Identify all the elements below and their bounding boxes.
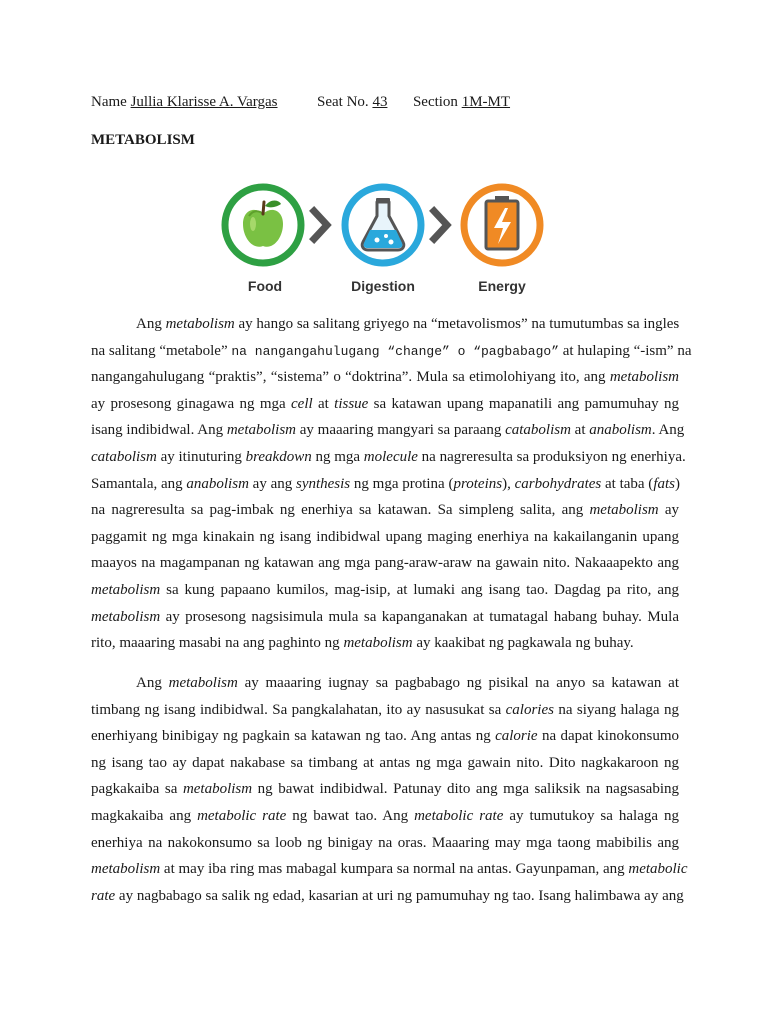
text-line [91, 471, 679, 498]
name-label: Name [91, 94, 127, 110]
emphasized-term: breakdown [245, 448, 312, 465]
text-segment: sa kung papaano kumilos, mag-isip, at lumaki ang isang tao. Dagdag pa rito, ang [160, 581, 679, 598]
text-line [91, 670, 679, 697]
text-segment: ay hango sa salitang griyego na “metavolismos” na tumutumbas sa ingles [234, 316, 680, 332]
emphasized-term: catabolism [91, 448, 157, 465]
text-segment: Ang [136, 675, 169, 691]
process-diagram [215, 170, 551, 280]
text-segment: ay kaakibat ng pagkawala ng buhay. [412, 635, 634, 652]
text-line [91, 338, 692, 365]
food-caption: Food [247, 278, 283, 294]
student-info-line [91, 92, 510, 112]
text-segment: ng bawat indibidwal. Patunay dito ang mga saliksik na nagsasabing [252, 781, 679, 798]
emphasized-term: metabolism [91, 581, 161, 598]
text-segment: enerhiyang binibigay ng pagkain sa katawan ng tao. Ang antas ng [91, 728, 496, 745]
emphasized-term: proteins [453, 475, 503, 492]
student-name: Jullia Klarisse A. Vargas [130, 94, 278, 110]
text-line [91, 524, 679, 551]
paragraph-2 [91, 670, 688, 909]
text-segment: na salitang “metabole” [91, 342, 232, 359]
text-segment: ay maaaring iugnay sa pagbabago ng pisikal na anyo sa katawan at [237, 675, 679, 691]
text-segment: Samantala, ang [91, 475, 187, 492]
emphasized-term: cell [291, 395, 313, 412]
text-segment: ay ang [248, 475, 296, 492]
text-line [91, 497, 679, 524]
text-segment: na dapat kinokonsumo [537, 728, 679, 745]
text-line [91, 604, 679, 631]
emphasized-term: metabolism [226, 422, 296, 439]
document-title: METABOLISM [91, 132, 195, 148]
text-line [91, 550, 679, 577]
text-segment: at hulaping “-ism” na [559, 342, 692, 359]
text-segment: ay tumutukoy sa halaga ng [503, 807, 679, 824]
food-circle [225, 187, 301, 263]
emphasized-term: metabolic rate [197, 807, 287, 824]
emphasized-term: metabolism [91, 861, 161, 878]
seat-number: 43 [372, 94, 388, 110]
emphasized-term: synthesis [295, 475, 351, 492]
text-segment: rito, maaaring masabi na ang paghinto ng [91, 635, 344, 652]
text-segment: ) [675, 475, 680, 492]
text-line [91, 776, 679, 803]
emphasized-term: molecule [363, 448, 418, 465]
text-segment: na nangangahulugang “change” o “pagbabago” [231, 343, 560, 359]
emphasized-term: fats [653, 475, 675, 492]
text-segment: ng mga [311, 448, 364, 465]
text-segment: . Ang [651, 422, 685, 439]
text-line [91, 856, 688, 883]
emphasized-term: metabolism [165, 316, 235, 332]
text-segment: at [570, 422, 590, 439]
battery-icon [486, 196, 518, 249]
emphasized-term: catabolism [505, 422, 571, 439]
emphasized-term: anabolism [186, 475, 249, 492]
text-segment: pagkakaiba sa [91, 781, 183, 798]
emphasized-term: tissue [334, 395, 369, 412]
text-segment: at [312, 395, 335, 412]
text-segment: ay maaaring mangyari sa paraang [296, 422, 506, 439]
text-segment: ay prosesong ginagawa ng mga [91, 395, 291, 412]
section-label: Section [412, 94, 458, 110]
text-segment: sa katawan upang mapanatili ang pamumuhay ng [368, 395, 679, 412]
text-line [91, 883, 684, 910]
text-segment: Ang [136, 316, 166, 332]
text-segment: at may iba ring mas mabagal kumpara sa normal na antas. Gayunpaman, ang [160, 861, 629, 878]
emphasized-term: metabolism [589, 502, 659, 519]
text-segment: timbang ng isang indibidwal. Sa pangkalahatan, ito ay nasusukat sa [91, 701, 506, 718]
section-value: 1M-MT [461, 94, 511, 110]
text-line [91, 630, 679, 657]
text-segment: na nagreresulta sa pag-imbak ng enerhiya sa katawan. Sa simpleng salita, ang [91, 502, 590, 519]
text-segment: ay [658, 502, 679, 519]
text-segment: paggamit ng mga kinakain ng isang indibidwal upang maging enerhiya na kakailanganin upang [91, 528, 679, 545]
text-line [91, 364, 679, 391]
emphasized-term: carbohydrates [514, 475, 602, 492]
emphasized-term: metabolic [628, 861, 688, 878]
text-segment: magkakaiba ang [91, 807, 198, 824]
digestion-caption: Digestion [351, 278, 415, 294]
energy-caption: Energy [478, 278, 526, 294]
text-segment: na siyang halaga ng [553, 701, 679, 718]
text-line [91, 417, 685, 444]
metabolism-figure [215, 170, 551, 302]
emphasized-term: metabolic rate [414, 807, 504, 824]
seat-label: Seat No. [317, 94, 369, 110]
paragraph-1 [91, 311, 692, 657]
text-segment: ay prosesong nagsisimula mula sa kapanganakan at tumatagal habang buhay. Mula [160, 608, 679, 625]
text-line [91, 750, 679, 777]
text-segment: ay nagbabago sa salik ng edad, kasarian at uri ng pamumuhay ng tao. Isang halimbawa ay ang [115, 887, 684, 904]
text-line [91, 391, 679, 418]
text-line [91, 697, 679, 724]
text-line [91, 723, 679, 750]
emphasized-term: metabolism [609, 369, 679, 386]
text-segment: ), [502, 475, 515, 492]
text-segment: ay itinuturing [156, 448, 246, 465]
text-segment: nangangahulugang “praktis”, “sistema” o “doktrina”. Mula sa etimolohiyang ito, ang [91, 369, 610, 386]
emphasized-term: rate [91, 887, 116, 904]
text-line [91, 311, 679, 338]
digestion-circle [345, 187, 421, 263]
text-segment: na nagreresulta sa produksiyon ng enerhiya. [417, 448, 686, 465]
emphasized-term: metabolism [91, 608, 161, 625]
emphasized-term: anabolism [589, 422, 652, 439]
text-line [91, 444, 686, 471]
emphasized-term: calories [505, 701, 554, 718]
emphasized-term: calorie [495, 728, 538, 745]
text-segment: ng mga protina ( [350, 475, 454, 492]
emphasized-term: metabolism [168, 675, 238, 691]
text-segment: maayos na magampanan ng katawan ang mga pang-araw-araw na gawain nito. Nakaaapekto ang [91, 555, 679, 572]
text-line [91, 830, 679, 857]
energy-circle [464, 187, 540, 263]
text-line [91, 577, 679, 604]
text-line [91, 803, 679, 830]
emphasized-term: metabolism [343, 635, 413, 652]
text-segment: at taba ( [601, 475, 654, 492]
emphasized-term: metabolism [182, 781, 253, 798]
text-segment: ng isang tao ay dapat nakabase sa timbang at antas ng mga gawain nito. Dito nagkakaroon ng [91, 754, 679, 771]
text-segment: enerhiya na nakokonsumo sa loob ng binigay na oras. Maaaring may mga taong mabibilis ang [91, 834, 679, 851]
chevron-right-icon [434, 211, 447, 239]
chevron-right-icon [314, 211, 327, 239]
text-segment: ng bawat tao. Ang [286, 807, 415, 824]
text-segment: isang indibidwal. Ang [91, 422, 227, 439]
